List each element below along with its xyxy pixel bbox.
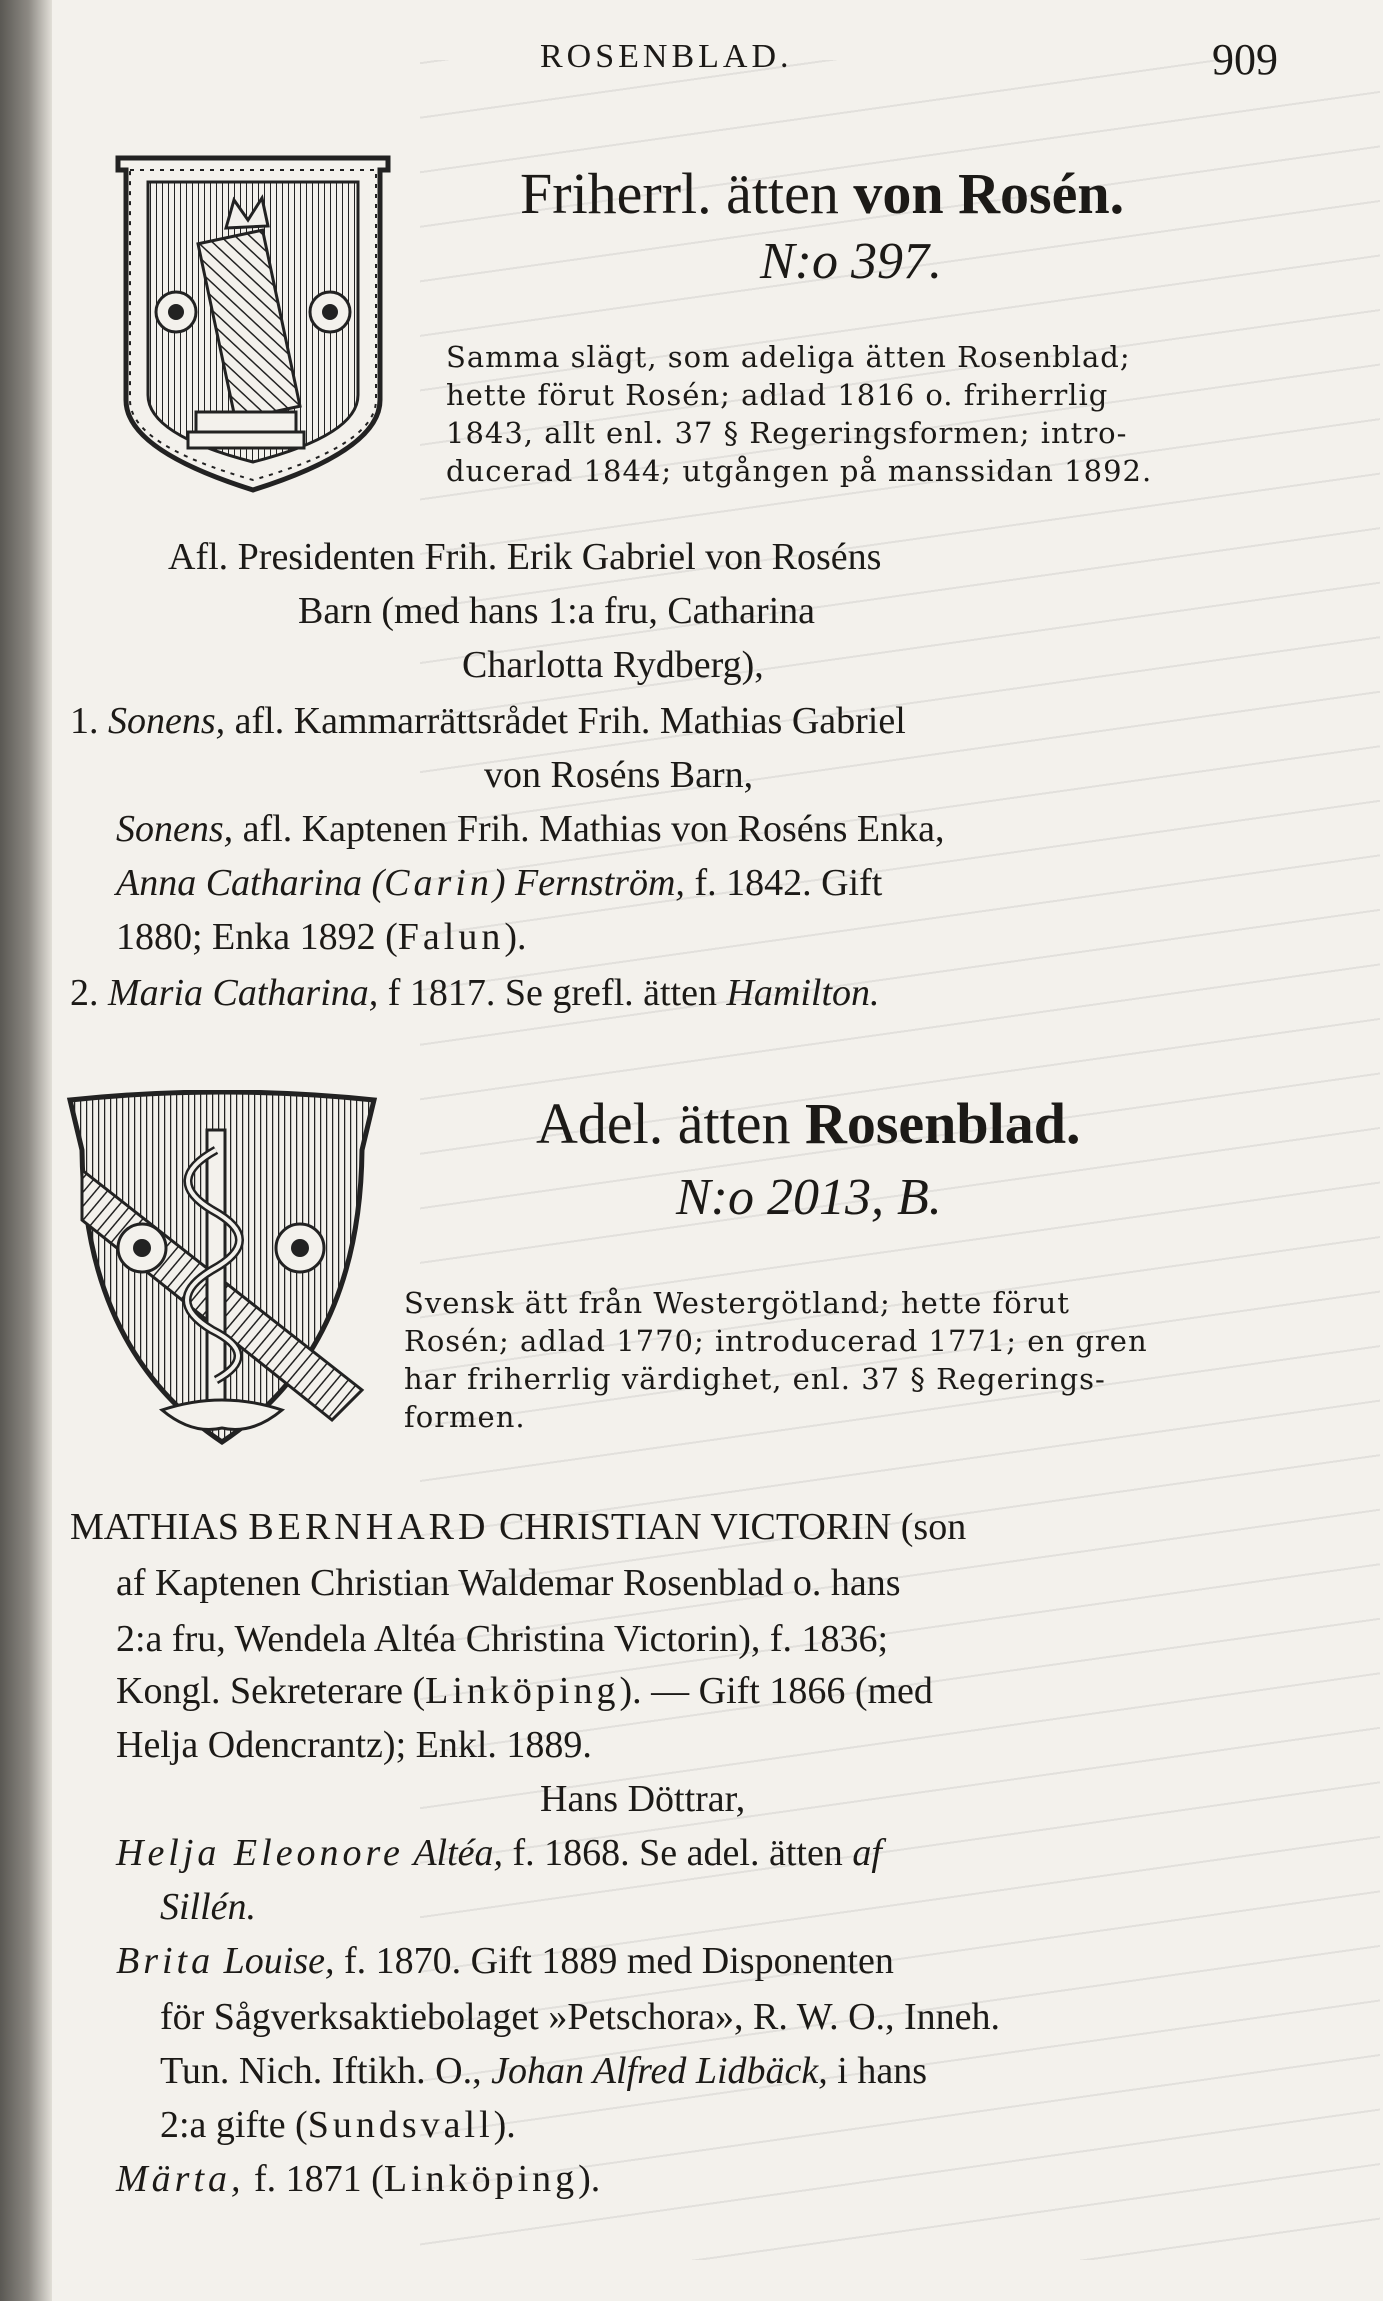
entry-line: [160, 2044, 1383, 2098]
entry-text: Kongl. Sekreterare (: [116, 1670, 426, 1712]
entry-text: Hans Döttrar,: [540, 1778, 746, 1820]
entry-text: Hamilton.: [726, 972, 880, 1014]
heading-prefix: Friherrl. ätten: [520, 161, 839, 226]
intro-line: Samma slägt, som adeliga ätten Rosenblad;: [446, 340, 1131, 374]
family-heading-rosenblad: [536, 1090, 1081, 1157]
intro-line: har friherrlig värdighet, enl. 37 § Regerings-: [404, 1362, 1106, 1396]
entry-text: Sundsvall: [307, 2104, 494, 2146]
entry-text: Brita: [116, 1940, 215, 1982]
entry-text: ).: [504, 916, 527, 958]
entry-line: [70, 966, 1310, 1020]
heading-prefix: Adel. ätten: [536, 1091, 791, 1156]
entry-line: [168, 530, 1383, 584]
entry-text: Louise,: [223, 1940, 335, 1982]
entry-line: [116, 1826, 1356, 1880]
entry-text: ).: [493, 2104, 516, 2146]
heading-name: Rosenblad.: [804, 1091, 1081, 1156]
entry-text: Johan Alfred Lidbäck,: [491, 2050, 828, 2092]
intro-line: formen.: [404, 1400, 526, 1434]
intro-line: hette förut Rosén; adlad 1816 o. friherrlig: [446, 378, 1109, 412]
intro-line: ducerad 1844; utgången på manssidan 1892.: [446, 454, 1153, 488]
entry-line: [160, 1880, 1383, 1934]
intro-line: Svensk ätt från Westergötland; hette förut: [404, 1286, 1070, 1320]
entry-text: 1.: [70, 700, 108, 742]
entry-text: von Roséns Barn,: [484, 754, 754, 796]
entry-line: [116, 1556, 1356, 1610]
entry-text: Märta,: [116, 2158, 245, 2200]
entry-text: Falun: [397, 916, 505, 958]
entry-text: Helja Odencrantz); Enkl. 1889.: [116, 1724, 592, 1766]
entry-text: Tun. Nich. Iftikh. O.,: [160, 2050, 492, 2092]
entry-text: BERNHARD: [248, 1506, 490, 1548]
book-binding-edge: [0, 0, 52, 2301]
entry-text: för Sågverksaktiebolaget »Petschora», R. W. O., Inneh.: [160, 1996, 1001, 2038]
entry-text: f. 1870. Gift 1889 med Disponenten: [334, 1940, 894, 1982]
running-head: [0, 35, 1383, 98]
family-number-text: N:o 397.: [760, 233, 942, 290]
entry-text: Sonens,: [108, 700, 226, 742]
entry-text: [404, 1832, 414, 1874]
entry-line: [116, 910, 1356, 964]
intro-line: Rosén; adlad 1770; introducerad 1771; en gren: [404, 1324, 1148, 1358]
entry-line: [540, 1772, 1383, 1826]
entry-text: f. 1842. Gift: [684, 862, 883, 904]
entry-text: f. 1871 (: [244, 2158, 384, 2200]
entry-text: Sonens,: [116, 808, 234, 850]
entry-text: 1880; Enka 1892 (: [116, 916, 398, 958]
coat-of-arms-von-rosen: [108, 150, 398, 500]
page-number: 909: [1212, 35, 1278, 84]
entry-text: afl. Kammarrättsrådet Frih. Mathias Gabriel: [225, 700, 906, 742]
entry-line: [116, 2152, 1356, 2206]
family-heading-von-rosen: [520, 160, 1124, 227]
entry-line: [116, 856, 1356, 910]
entry-text: ).: [578, 2158, 601, 2200]
entry-text: ). — Gift 1866 (med: [619, 1670, 933, 1712]
entry-text: MATHIAS: [70, 1506, 249, 1548]
entry-line: [70, 1500, 1310, 1554]
intro-rosenblad: [404, 1284, 1310, 1436]
entry-line: [116, 1718, 1356, 1772]
entry-text: Anna Catharina (: [116, 862, 385, 904]
family-number-rosenblad: [676, 1168, 942, 1227]
entry-text: Maria Catharina,: [108, 972, 379, 1014]
entry-text: Afl. Presidenten Frih. Erik Gabriel von Roséns: [168, 536, 882, 578]
entry-text: CHRISTIAN VICTORIN (son: [489, 1506, 967, 1548]
intro-von-rosen: [446, 338, 1310, 490]
entry-line: [484, 748, 1383, 802]
entry-text: 2:a gifte (: [160, 2104, 308, 2146]
family-number-text: N:o 2013, B.: [676, 1169, 942, 1226]
entry-text: 2:a fru, Wendela Altéa Christina Victorin), f. 1836;: [116, 1618, 889, 1660]
heading-name: von Rosén.: [853, 161, 1125, 226]
entry-line: [116, 1612, 1356, 1666]
entry-text: f. 1868. Se adel. ätten: [503, 1832, 853, 1874]
entry-line: [298, 584, 1383, 638]
entry-text: Linköping: [425, 1670, 620, 1712]
entry-text: afl. Kaptenen Frih. Mathias von Roséns Enka,: [233, 808, 945, 850]
entry-line: [70, 694, 1310, 748]
coat-of-arms-rosenblad: [62, 1090, 382, 1450]
entry-text: af Kaptenen Christian Waldemar Rosenblad o. hans: [116, 1562, 901, 1604]
entry-text: 2.: [70, 972, 108, 1014]
entry-text: [214, 1940, 224, 1982]
entry-text: f 1817. Se grefl. ätten: [378, 972, 727, 1014]
entry-text: Helja Eleonore: [116, 1832, 404, 1874]
running-title: ROSENBLAD.: [540, 38, 793, 75]
entry-text: Barn (med hans 1:a fru, Catharina: [298, 590, 816, 632]
entry-text: Linköping: [383, 2158, 579, 2200]
entry-text: Charlotta Rydberg),: [462, 644, 764, 686]
entry-text: af: [852, 1832, 882, 1874]
entry-text: ) Fernström,: [492, 862, 685, 904]
entry-text: Sillén.: [160, 1886, 257, 1928]
family-number-von-rosen: [760, 232, 942, 291]
entry-line: [116, 802, 1356, 856]
intro-line: 1843, allt enl. 37 § Regeringsformen; intro-: [446, 416, 1128, 450]
entry-line: [160, 1990, 1383, 2044]
entry-text: i hans: [827, 2050, 928, 2092]
entry-line: [116, 1664, 1356, 1718]
entry-text: Carin: [384, 862, 493, 904]
entry-text: Altéa,: [413, 1832, 504, 1874]
entry-line: [116, 1934, 1356, 1988]
entry-line: [160, 2098, 1383, 2152]
entry-line: [462, 638, 1383, 692]
